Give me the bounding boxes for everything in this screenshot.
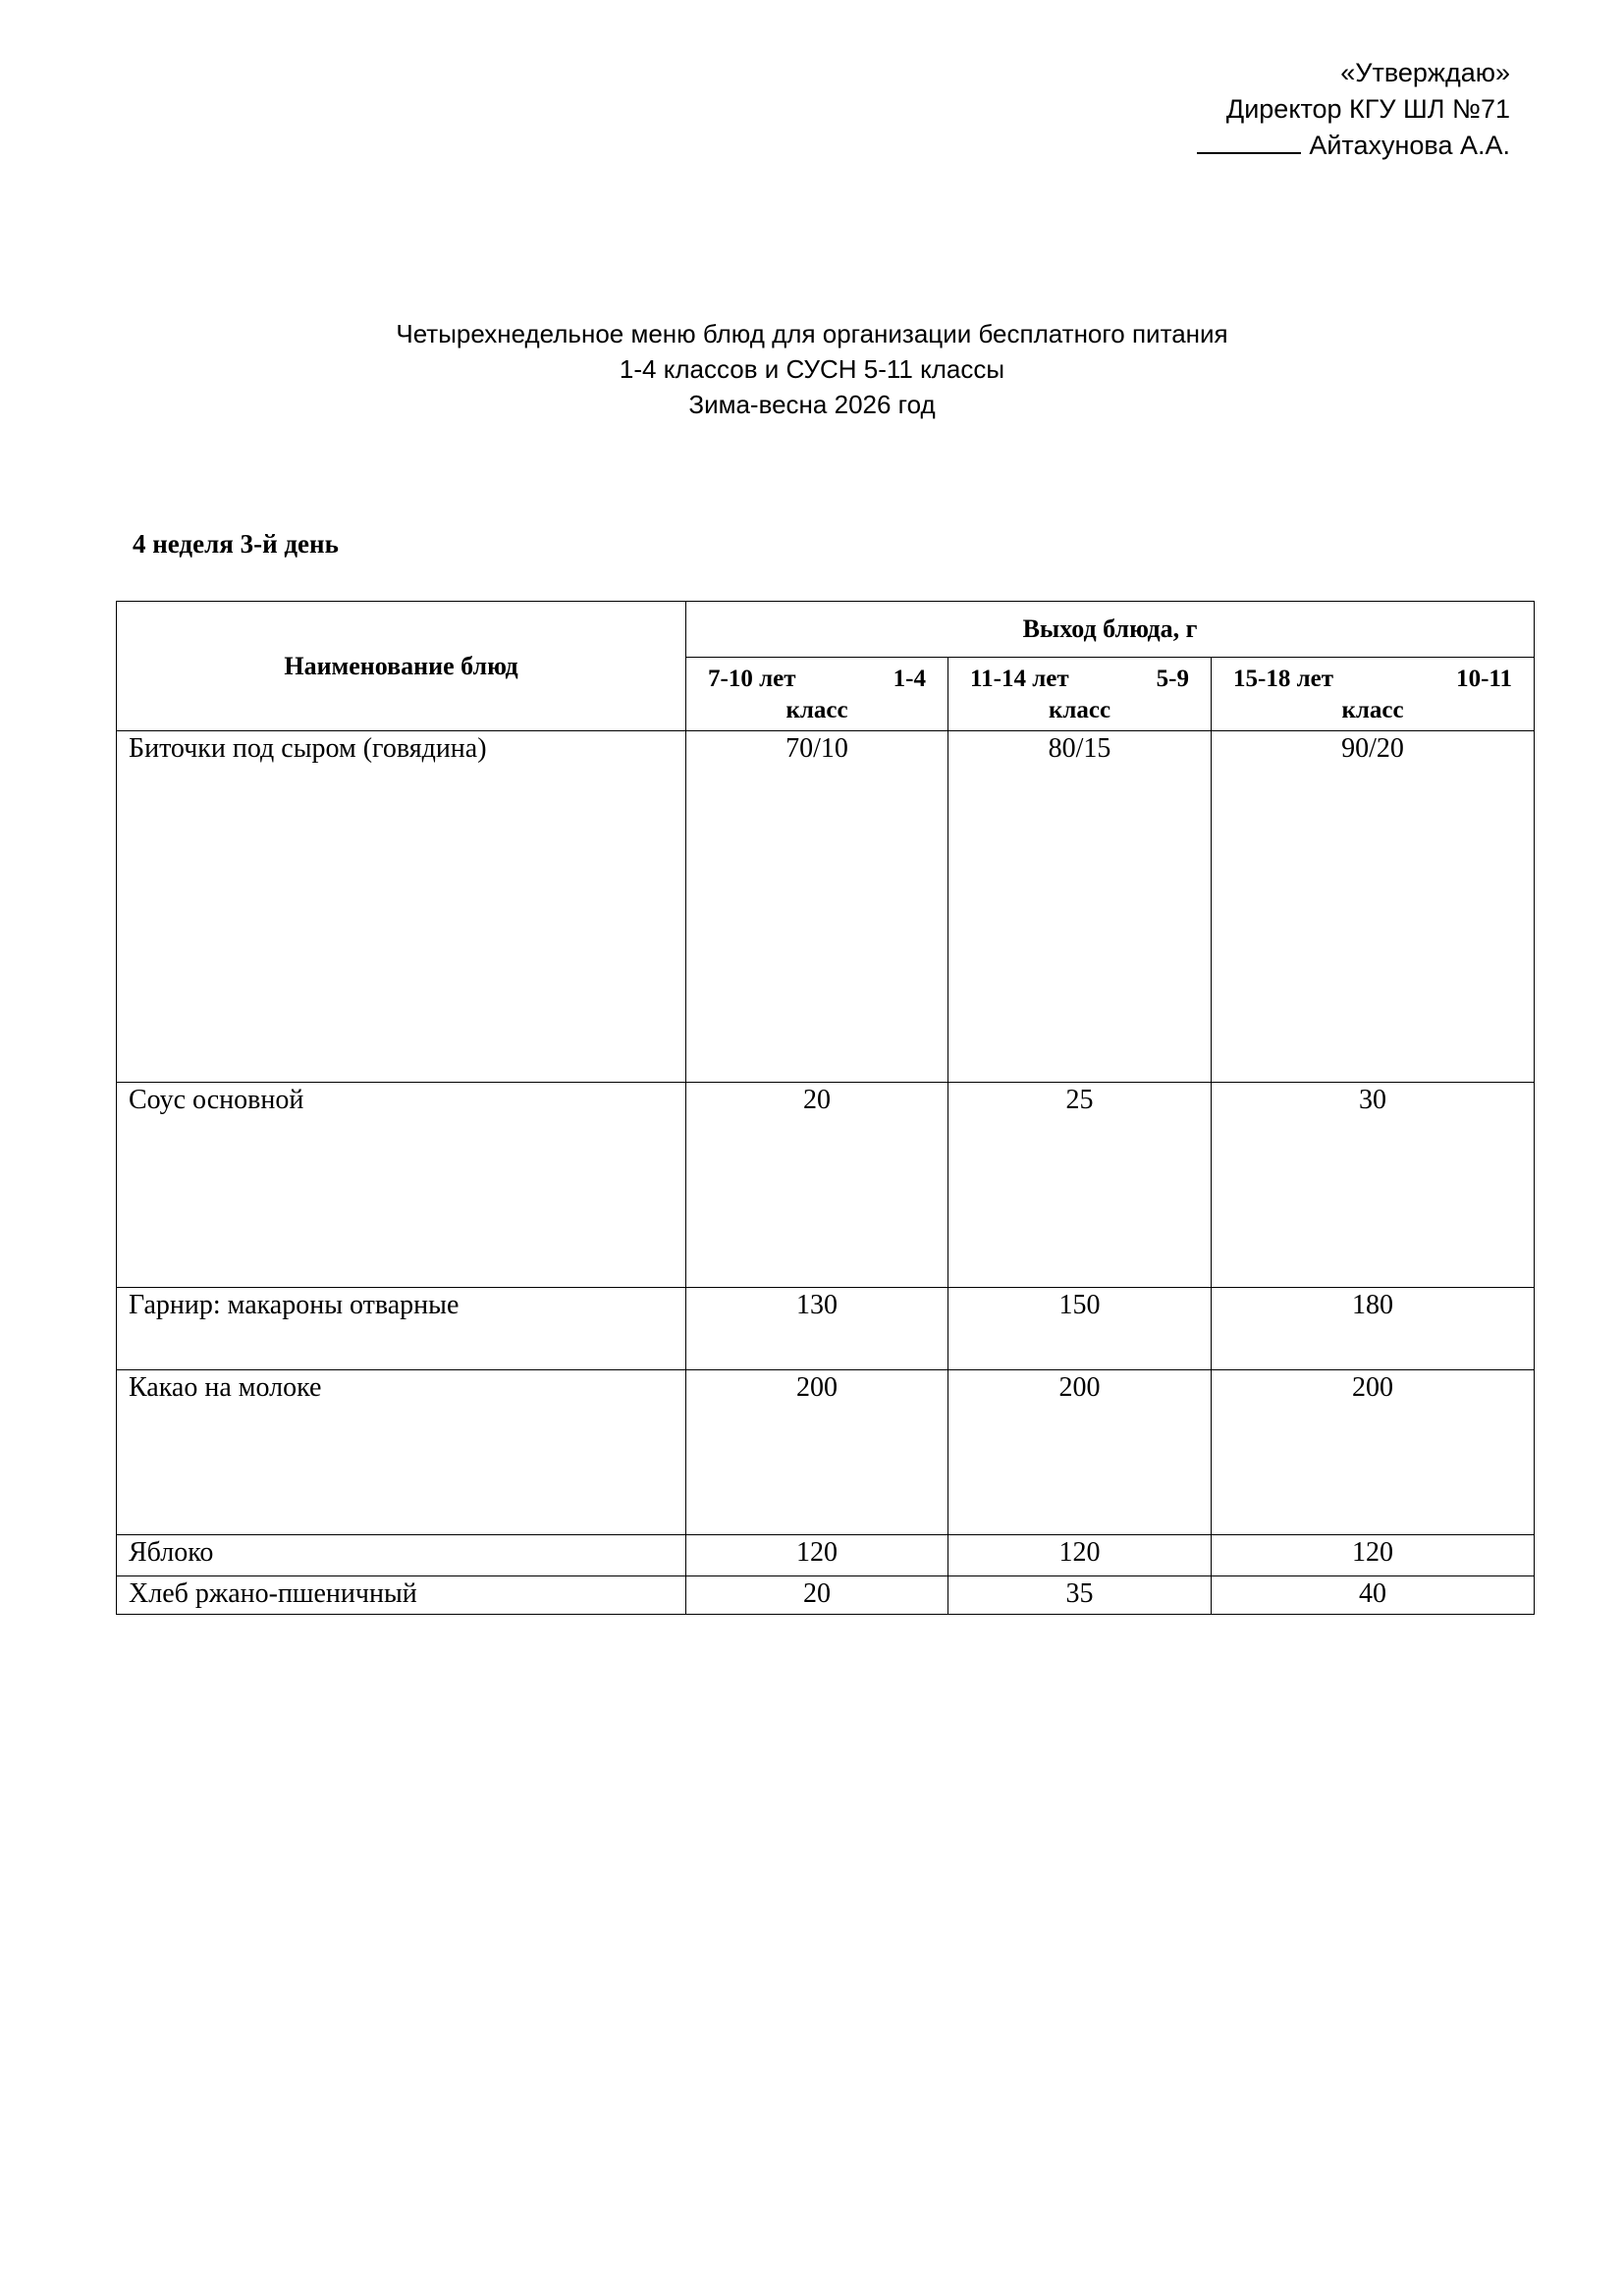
table-row	[117, 1288, 1535, 1370]
age-group-header	[686, 658, 948, 731]
yield-value: 200	[686, 1370, 948, 1535]
yield-value: 25	[948, 1083, 1212, 1288]
yield-value: 120	[686, 1535, 948, 1576]
dish-name: Гарнир: макароны отварные	[117, 1288, 686, 1370]
title-line-2: 1-4 классов и СУСН 5-11 классы	[619, 354, 1005, 384]
grade-range: 10-11	[1456, 666, 1513, 692]
yield-value: 70/10	[686, 731, 948, 1083]
age-group-header	[1212, 658, 1535, 731]
age-range: 11-14 лет	[970, 666, 1069, 692]
dish-name: Соус основной	[117, 1083, 686, 1288]
yield-value: 30	[1212, 1083, 1535, 1288]
grade-word: класс	[1048, 697, 1111, 723]
grade-range: 1-4	[893, 666, 926, 692]
yield-value: 120	[1212, 1535, 1535, 1576]
yield-value: 90/20	[1212, 731, 1535, 1083]
yield-header: Выход блюда, г	[686, 602, 1535, 658]
table-row	[117, 1370, 1535, 1535]
dish-name-header: Наименование блюд	[117, 602, 686, 731]
yield-value: 150	[948, 1288, 1212, 1370]
title-line-1: Четырехнедельное меню блюд для организации бесплатного питания	[396, 319, 1228, 348]
yield-value: 200	[948, 1370, 1212, 1535]
dish-name: Хлеб ржано-пшеничный	[117, 1576, 686, 1615]
dish-name: Яблоко	[117, 1535, 686, 1576]
table-header-row	[117, 602, 1535, 658]
age-range: 7-10 лет	[708, 666, 796, 692]
grade-range: 5-9	[1156, 666, 1189, 692]
yield-value: 200	[1212, 1370, 1535, 1535]
dish-name: Биточки под сыром (говядина)	[117, 731, 686, 1083]
yield-value: 20	[686, 1083, 948, 1288]
title-line-3: Зима-весна 2026 год	[688, 390, 936, 419]
approval-position: Директор КГУ ШЛ №71	[1225, 94, 1510, 124]
dish-name: Какао на молоке	[117, 1370, 686, 1535]
yield-value: 20	[686, 1576, 948, 1615]
grade-word: класс	[785, 697, 848, 723]
day-heading: 4 неделя 3-й день	[133, 529, 339, 559]
age-range: 15-18 лет	[1233, 666, 1333, 692]
approval-signer: Айтахунова А.А.	[1309, 131, 1510, 160]
signature-blank	[1197, 131, 1301, 154]
approval-title: «Утверждаю»	[1340, 58, 1510, 87]
table-row	[117, 1083, 1535, 1288]
yield-value: 80/15	[948, 731, 1212, 1083]
age-group-header	[948, 658, 1212, 731]
grade-word: класс	[1341, 697, 1404, 723]
document-title	[0, 316, 1624, 422]
menu-table	[116, 601, 1535, 1615]
yield-value: 35	[948, 1576, 1212, 1615]
table-row	[117, 1576, 1535, 1615]
yield-value: 120	[948, 1535, 1212, 1576]
table-row	[117, 1535, 1535, 1576]
yield-value: 180	[1212, 1288, 1535, 1370]
approval-block	[1197, 55, 1510, 164]
table-row	[117, 731, 1535, 1083]
yield-value: 130	[686, 1288, 948, 1370]
yield-value: 40	[1212, 1576, 1535, 1615]
approval-signature-line	[1197, 128, 1510, 164]
